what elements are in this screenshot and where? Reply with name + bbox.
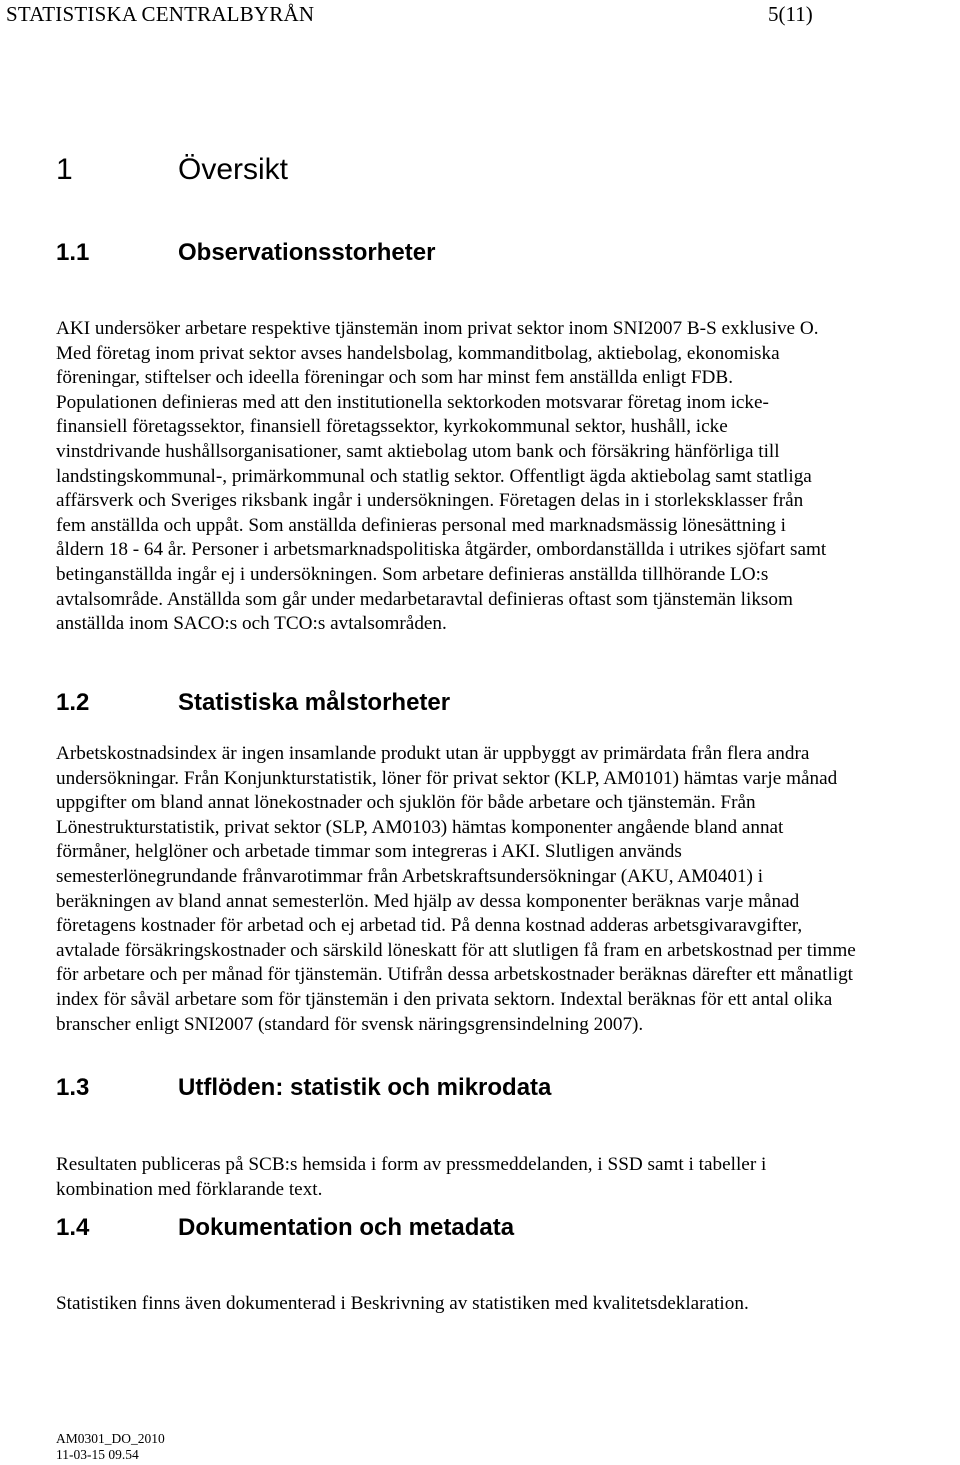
section-1-1-paragraph xyxy=(56,317,956,637)
paragraph-line: förmåner, helglöner och arbetade timmar som integreras i AKI. Slutligen används xyxy=(56,841,682,863)
page-number: 5(11) xyxy=(768,2,813,26)
paragraph-line: undersökningar. Från Konjunkturstatistik, löner för privat sektor (KLP, AM0101) hämtas varje månad xyxy=(56,767,838,789)
paragraph-line: åldern 18 - 64 år. Personer i arbetsmarknadspolitiska åtgärder, ombordanställda i utrikes sjöfart samt xyxy=(56,539,827,561)
section-1-1-heading xyxy=(56,239,435,267)
paragraph-line: AKI undersöker arbetare respektive tjänstemän inom privat sektor inom SNI2007 B-S exklusive O. xyxy=(56,318,819,339)
section-1-4-title: Dokumentation och metadata xyxy=(178,1214,515,1241)
paragraph-line: beräkningen av bland annat semesterlön. Med hjälp av dessa komponenter beräknas varje månad xyxy=(56,890,800,912)
paragraph-line: fem anställda och uppåt. Som anställda definieras personal med marknadsmässig lönesättning i xyxy=(56,514,787,536)
footer-doc-id: AM0301_DO_2010 xyxy=(56,1431,165,1446)
section-1-1-title: Observationsstorheter xyxy=(178,239,436,266)
section-1-2-number: 1.2 xyxy=(56,689,90,716)
paragraph-line: vinstdrivande hushållsorganisationer, samt aktiebolag utom bank och försäkring hänförliga till xyxy=(56,440,780,462)
paragraph-line: affärsverk och Sveriges riksbank ingår i undersökningen. Företagen delas in i storleksklasser från xyxy=(56,490,804,512)
paragraph-line: företagens kostnader för arbetad och ej arbetad tid. På denna kostnad adderas arbetsgivaravgifter, xyxy=(56,915,803,937)
paragraph-line: Resultaten publiceras på SCB:s hemsida i form av pressmeddelanden, i SSD samt i tabeller i xyxy=(56,1154,767,1175)
section-1-4-paragraph xyxy=(56,1292,956,1317)
paragraph-line: landstingskommunal-, primärkommunal och statlig sektor. Offentligt ägda aktiebolag samt statliga xyxy=(56,465,812,487)
paragraph-line: finansiell företagssektor, finansiell företagssektor, kyrkokommunal sektor, hushåll, icke xyxy=(56,416,728,438)
section-1-number: 1 xyxy=(56,153,73,186)
paragraph-line: avtalade försäkringskostnader och särskild löneskatt för att slutligen få fram en arbetskostnad per timme xyxy=(56,939,856,961)
paragraph-line: uppgifter om bland annat lönekostnader och sjuklön för både arbetare och tjänstemän. Från xyxy=(56,792,756,814)
paragraph-line: anställda inom SACO:s och TCO:s avtalsområden. xyxy=(56,613,447,635)
section-1-4-heading xyxy=(56,1214,514,1242)
paragraph-line: Statistiken finns även dokumenterad i Beskrivning av statistiken med kvalitetsdeklaration. xyxy=(56,1293,749,1314)
section-1-heading xyxy=(56,153,288,187)
paragraph-line: för arbetare och per månad för tjänstemän. Utifrån dessa arbetskostnader beräknas därefter ett månatligt xyxy=(56,964,853,986)
footer-date: 11-03-15 09.54 xyxy=(56,1447,139,1462)
section-1-title: Översikt xyxy=(178,153,289,186)
paragraph-line: föreningar, stiftelser och ideella föreningar och som har minst fem anställda enligt FDB. xyxy=(56,367,733,389)
section-1-4-number: 1.4 xyxy=(56,1214,90,1241)
section-1-3-heading xyxy=(56,1074,551,1102)
header-organization: STATISTISKA CENTRALBYRÅN xyxy=(6,2,315,26)
paragraph-line: avtalsområde. Anställda som går under medarbetaravtal definieras oftast som tjänstemän liksom xyxy=(56,588,793,610)
section-1-2-paragraph xyxy=(56,742,956,1037)
section-1-2-title: Statistiska målstorheter xyxy=(178,689,451,716)
paragraph-line: Arbetskostnadsindex är ingen insamlande produkt utan är uppbyggt av primärdata från flera andra xyxy=(56,743,810,764)
paragraph-line: Populationen definieras med att den institutionella sektorkoden motsvarar företag inom icke- xyxy=(56,391,769,413)
paragraph-line: kombination med förklarande text. xyxy=(56,1178,323,1200)
section-1-3-number: 1.3 xyxy=(56,1074,90,1101)
paragraph-line: semesterlönegrundande frånvarotimmar från Arbetskraftsundersökningar (AKU, AM0401) i xyxy=(56,865,764,887)
paragraph-line: Lönestrukturstatistik, privat sektor (SLP, AM0103) hämtas komponenter angående bland annat xyxy=(56,816,784,838)
section-1-2-heading xyxy=(56,689,450,717)
section-1-1-number: 1.1 xyxy=(56,239,90,266)
paragraph-line: index för såväl arbetare som för tjänstemän i den privata sektorn. Indextal beräknas för ett antal olika xyxy=(56,988,833,1010)
section-1-3-title: Utflöden: statistik och mikrodata xyxy=(178,1074,552,1101)
paragraph-line: branscher enligt SNI2007 (standard för svensk näringsgrensindelning 2007). xyxy=(56,1013,644,1035)
section-1-3-paragraph xyxy=(56,1153,956,1202)
footer xyxy=(56,1431,165,1463)
paragraph-line: betinganställda ingår ej i undersökningen. Som arbetare definieras anställda tillhörande LO:s xyxy=(56,563,769,585)
paragraph-line: Med företag inom privat sektor avses handelsbolag, kommanditbolag, aktiebolag, ekonomiska xyxy=(56,342,780,364)
